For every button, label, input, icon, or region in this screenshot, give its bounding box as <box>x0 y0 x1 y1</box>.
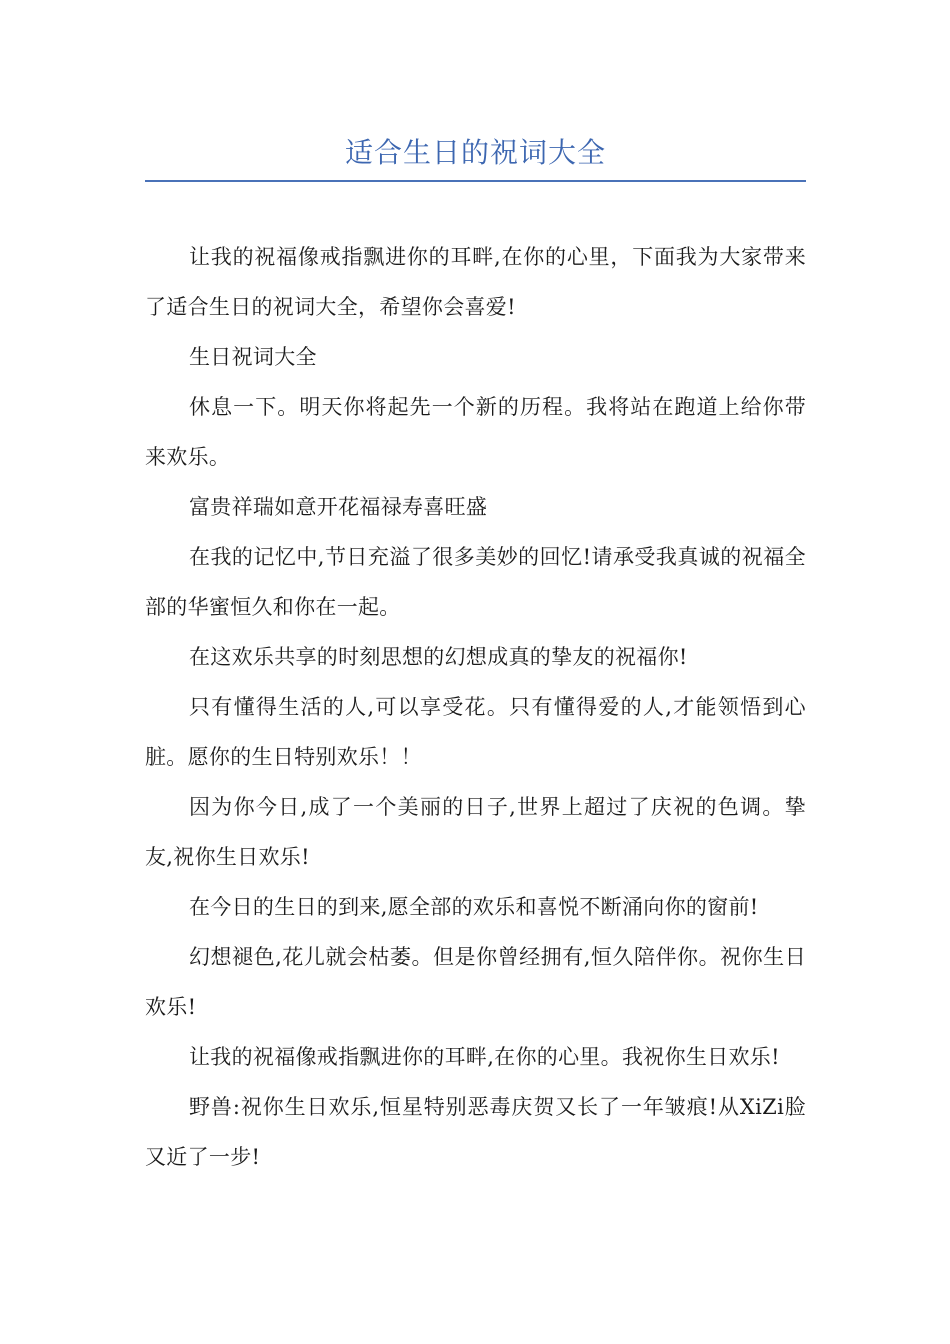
document-title: 适合生日的祝词大全 <box>344 136 606 169</box>
paragraph: 野兽:祝你生日欢乐,恒星特别恶毒庆贺又长了一年皱痕!从XiZi脸又近了一步! <box>145 1095 806 1169</box>
document-body <box>145 232 806 1182</box>
paragraph-subheading: 生日祝词大全 <box>189 345 317 369</box>
paragraph: 让我的祝福像戒指飘进你的耳畔,在你的心里。我祝你生日欢乐! <box>189 1045 780 1069</box>
paragraph: 在这欢乐共享的时刻思想的幻想成真的挚友的祝福你! <box>189 645 688 669</box>
paragraph: 因为你今日,成了一个美丽的日子,世界上超过了庆祝的色调。挚友,祝你生日欢乐! <box>145 795 806 869</box>
paragraph: 休息一下。明天你将起先一个新的历程。我将站在跑道上给你带来欢乐。 <box>145 395 806 469</box>
paragraph-intro: 让我的祝福像戒指飘进你的耳畔,在你的心里，下面我为大家带来了适合生日的祝词大全，希望你会喜爱! <box>145 245 806 319</box>
paragraph: 在今日的生日的到来,愿全部的欢乐和喜悦不断涌向你的窗前! <box>189 895 759 919</box>
title-underline <box>145 180 806 182</box>
paragraph: 在我的记忆中,节日充溢了很多美妙的回忆!请承受我真诚的祝福全部的华蜜恒久和你在一起。 <box>145 545 806 619</box>
paragraph: 只有懂得生活的人,可以享受花。只有懂得爱的人,才能领悟到心脏。愿你的生日特别欢乐！！ <box>145 695 806 769</box>
paragraph: 富贵祥瑞如意开花福禄寿喜旺盛 <box>189 495 488 519</box>
paragraph: 幻想褪色,花儿就会枯萎。但是你曾经拥有,恒久陪伴你。祝你生日欢乐! <box>145 945 806 1019</box>
